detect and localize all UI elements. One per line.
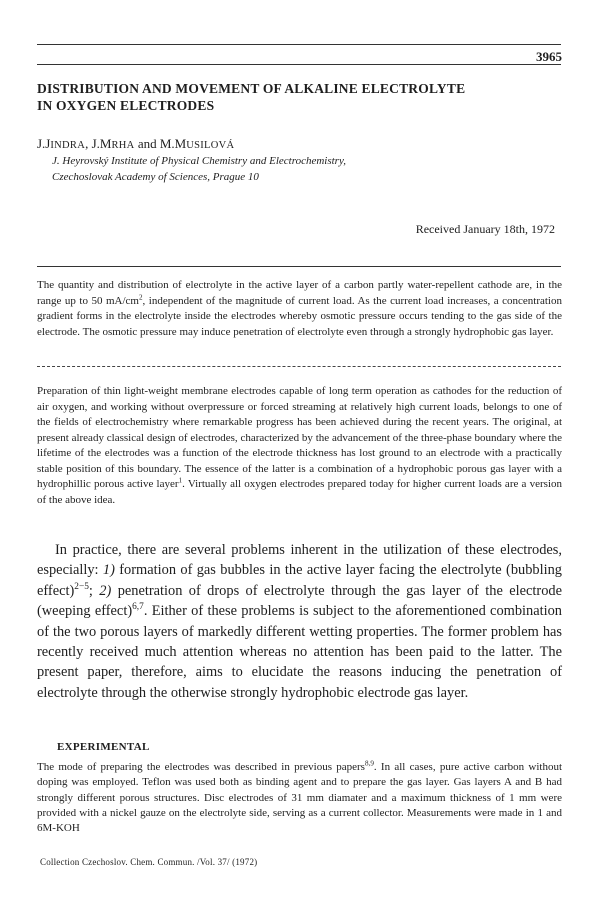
enumeration-marker: 1) [102,562,115,579]
author-2-initial: J.M [91,136,112,151]
affiliation [52,153,552,185]
paragraph-text: . Either of these problems is subject to the aforementioned combination of the two porous layers of markedly different wetting properties. The former problem has recently received much attention whereas no attention has been paid to the latter. The present paper, therefore, aims to elucidate the reasons inducing the penetration of electrolyte through the otherwise strongly hydrophobic electrode gas layer. [37,603,562,701]
abstract-bottom-rule [37,366,561,367]
article-title [37,80,557,114]
paragraph-text: formation of gas bubbles in the active layer facing the electrolyte (bubbling effect) [37,562,563,599]
author-2-name: RHA [111,140,135,151]
section-heading-experimental: EXPERIMENTAL [57,741,150,753]
page-number: 3965 [536,49,562,64]
abstract-text-cont: , independent of the magnitude of current load. As the current load increases, a concentration gradient forms in the electrolyte inside the electrodes whereby osmotic pressure occurs tending to the gas side of the electrode. The osmotic pressure may induce penetration of electrolyte even through a strongly hydrophobic gas layer. [37,294,562,338]
reference-superscript: 6,7 [132,602,144,613]
paragraph-text: ; [88,582,100,599]
author-1-name: INDRA [50,140,86,151]
affiliation-line-1: J. Heyrovský Institute of Physical Chemistry and Electrochemistry, [52,155,346,167]
authors [37,136,234,152]
paragraph-text: In practice, there are several problems inherent in the utilization of these electrodes, especially: [37,542,562,579]
paragraph-text: Preparation of thin light-weight membrane electrodes capable of long term operation as cathodes for the reduction of air oxygen, and working without overpressure or forced streaming at relatively high current loads, belongs to one of the fields of electrochemistry where remarkable progress has been achieved during the recent years. The original, at present already classical design of electrodes, characterized by the advancement of the three-phase boundary where the lifetime of the electrodes was a function of the electrode thickness has lost ground to an electrode with a practically stable position of this boundary. The essence of the latter is a combination of a hydrophobic porous gas layer with a hydrophillic porous active layer [37,385,562,490]
received-date: Received January 18th, 1972 [415,222,555,236]
abstract [37,278,562,340]
paragraph-text-cont: . In all cases, pure active carbon without doping was employed. Teflon was used both as binding agent and to prepare the gas layer. Gas layers A and B had strongly different porous structures. Disc electrodes of 31 mm diamater and a maximum thickness of 1 mm were provided with a nickel gauze on the electrolyte side, serving as a current collector. Measurements were made in 1 and 6M-KOH [37,761,562,835]
reference-superscript: 2−5 [74,582,89,593]
enumeration-marker: 2) [99,582,112,599]
affiliation-line-2: Czechoslovak Academy of Sciences, Prague 10 [52,171,259,183]
author-1-initial: J.J [37,136,51,151]
paragraph-text: penetration of drops of electrolyte through the gas layer of the electrode (weeping effect) [37,582,562,620]
author-separator-and: and [134,136,160,151]
author-3-name: USILOVÁ [186,140,235,151]
abstract-top-rule [37,266,561,267]
reference-superscript: 8,9 [364,759,374,768]
paragraph-text-cont: . Virtually all oxygen electrodes prepared today for higher current loads are a version of the above idea. [37,478,562,506]
title-line-2: IN OXYGEN ELECTRODES [37,98,215,113]
superscript: 2 [138,292,143,301]
author-3-initial: M.M [159,136,187,151]
journal-footer: Collection Czechoslov. Chem. Commun. /Vol. 37/ (1972) [40,857,258,867]
intro-paragraph-small [37,384,562,508]
intro-paragraph-main [37,540,562,703]
title-line-1: DISTRIBUTION AND MOVEMENT OF ALKALINE ELECTROLYTE [37,81,466,96]
experimental-paragraph [37,760,562,836]
paragraph-text: The mode of preparing the electrodes was described in previous papers [37,761,365,773]
abstract-text: The quantity and distribution of electrolyte in the active layer of a carbon partly water-repellent cathode are, in the range up to 50 mA/cm [37,279,562,307]
reference-superscript: 1 [178,476,183,485]
header-rule [37,44,561,45]
author-separator: , [85,136,92,151]
header-rule-lower [37,64,561,65]
